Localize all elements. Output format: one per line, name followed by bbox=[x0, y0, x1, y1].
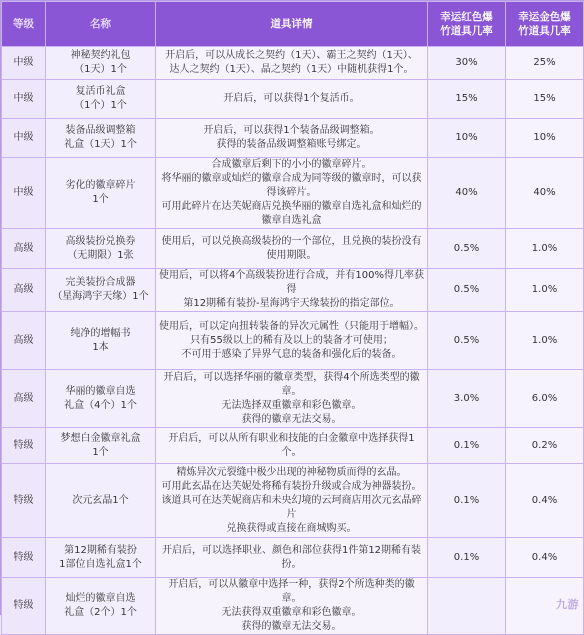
item-probability-table bbox=[1, 1, 584, 635]
table-row bbox=[2, 578, 584, 635]
item-name-cell: 装备品级调整箱 礼盒（1天）1个 bbox=[46, 119, 156, 158]
gold-rate-cell: 0.2% bbox=[506, 428, 584, 464]
grade-cell: 特级 bbox=[2, 578, 46, 635]
red-rate-cell bbox=[428, 578, 506, 635]
gold-rate-cell: 1.0% bbox=[506, 269, 584, 312]
red-rate-cell: 15% bbox=[428, 80, 506, 119]
grade-cell: 中级 bbox=[2, 80, 46, 119]
item-name-cell: 高级装扮兑换券 （无期限）1张 bbox=[46, 229, 156, 269]
table-row bbox=[2, 269, 584, 312]
header-gold-rate: 幸运金色爆 竹道具几率 bbox=[506, 2, 584, 47]
item-detail-cell: 使用后，可以兑换高级装扮的一个部位，且兑换的装扮没有使用期限。 bbox=[156, 229, 428, 269]
red-rate-cell: 0.1% bbox=[428, 538, 506, 578]
grade-cell: 高级 bbox=[2, 312, 46, 370]
table-row bbox=[2, 312, 584, 370]
red-rate-cell: 3.0% bbox=[428, 370, 506, 428]
red-rate-cell: 0.5% bbox=[428, 269, 506, 312]
item-detail-cell: 开启后，可以从徽章中选择一种，获得2个所选种类的徽章。 无法获得双重徽章和彩色徽章。 获得的徽章无法交易。 bbox=[156, 578, 428, 635]
item-detail-cell: 开启后，可以选择职业、颜色和部位获得1件第12期稀有装扮。 bbox=[156, 538, 428, 578]
grade-cell: 特级 bbox=[2, 428, 46, 464]
header-grade: 等级 bbox=[2, 2, 46, 47]
item-detail-cell: 开启后，可以从所有职业和技能的白金徽章中选择获得1个。 bbox=[156, 428, 428, 464]
table-row bbox=[2, 47, 584, 80]
item-name-cell: 第12期稀有装扮 1部位自选礼盒1个 bbox=[46, 538, 156, 578]
gold-rate-cell: 0.4% bbox=[506, 464, 584, 538]
table-row bbox=[2, 370, 584, 428]
table-row bbox=[2, 80, 584, 119]
item-name-cell: 劣化的徽章碎片 1个 bbox=[46, 158, 156, 229]
gold-rate-cell: 0.4% bbox=[506, 538, 584, 578]
table-row bbox=[2, 119, 584, 158]
item-detail-cell: 开启后，可以获得1个复活币。 bbox=[156, 80, 428, 119]
red-rate-cell: 0.1% bbox=[428, 428, 506, 464]
header-name: 名称 bbox=[46, 2, 156, 47]
item-name-cell: 完美装扮合成器 （星海鸿宇天缘）1个 bbox=[46, 269, 156, 312]
grade-cell: 中级 bbox=[2, 47, 46, 80]
grade-cell: 高级 bbox=[2, 269, 46, 312]
item-name-cell: 神秘契约礼包 （1天）1个 bbox=[46, 47, 156, 80]
grade-cell: 特级 bbox=[2, 464, 46, 538]
item-name-cell: 复活币礼盒 （1个）1个 bbox=[46, 80, 156, 119]
grade-cell: 中级 bbox=[2, 158, 46, 229]
red-rate-cell: 0.5% bbox=[428, 312, 506, 370]
item-name-cell: 华丽的徽章自选 礼盒（4个）1个 bbox=[46, 370, 156, 428]
red-rate-cell: 0.1% bbox=[428, 464, 506, 538]
table-row bbox=[2, 229, 584, 269]
header-row bbox=[2, 2, 584, 47]
gold-rate-cell: 10% bbox=[506, 119, 584, 158]
grade-cell: 高级 bbox=[2, 229, 46, 269]
red-rate-cell: 40% bbox=[428, 158, 506, 229]
gold-rate-cell: 40% bbox=[506, 158, 584, 229]
header-red-rate: 幸运红色爆 竹道具几率 bbox=[428, 2, 506, 47]
item-name-cell: 次元玄晶1个 bbox=[46, 464, 156, 538]
item-name-cell: 纯净的增幅书 1本 bbox=[46, 312, 156, 370]
gold-rate-cell: 6.0% bbox=[506, 370, 584, 428]
item-detail-cell: 精炼异次元裂缝中极少出现的神秘物质而得的玄晶。 可用此玄晶在达芙妮处将稀有装扮升级或合成为神器装扮。 该道具可在达芙妮商店和未央幻境的云珂商店用次元玄晶碎片 兑换获得或直接在商城购买。 bbox=[156, 464, 428, 538]
red-rate-cell: 0.5% bbox=[428, 229, 506, 269]
gold-rate-cell: 1.0% bbox=[506, 229, 584, 269]
item-detail-cell: 合成徽章后剩下的小小的徽章碎片。 将华丽的徽章或灿烂的徽章合成为同等级的徽章时，可以获得该碎片。 可用此碎片在达芙妮商店兑换华丽的徽章自选礼盒和灿烂的徽章自选礼盒 bbox=[156, 158, 428, 229]
red-rate-cell: 30% bbox=[428, 47, 506, 80]
gold-rate-cell: 25% bbox=[506, 47, 584, 80]
gold-rate-cell: 1.0% bbox=[506, 312, 584, 370]
item-name-cell: 梦想白金徽章礼盒 1个 bbox=[46, 428, 156, 464]
item-name-cell: 灿烂的徽章自选 礼盒（2个）1个 bbox=[46, 578, 156, 635]
table-row bbox=[2, 538, 584, 578]
item-detail-cell: 使用后，可以将4个高级装扮进行合成，并有100%得几率获得 第12期稀有装扮-星海鸿宇天缘装扮的指定部位。 bbox=[156, 269, 428, 312]
red-rate-cell: 10% bbox=[428, 119, 506, 158]
grade-cell: 中级 bbox=[2, 119, 46, 158]
gold-rate-cell: 15% bbox=[506, 80, 584, 119]
table-row bbox=[2, 464, 584, 538]
item-detail-cell: 开启后，可以选择华丽的徽章类型，获得4个所选类型的徽章。 无法选择双重徽章和彩色徽章。 获得的徽章无法交易。 bbox=[156, 370, 428, 428]
table-row bbox=[2, 158, 584, 229]
item-detail-cell: 使用后，可以定向扭转装备的异次元属性（只能用于增幅）。 只有55级以上的稀有及以上的装备才可使用； 不可用于感染了异界气息的装备和强化后的装备。 bbox=[156, 312, 428, 370]
header-detail: 道具详情 bbox=[156, 2, 428, 47]
grade-cell: 高级 bbox=[2, 370, 46, 428]
grade-cell: 特级 bbox=[2, 538, 46, 578]
item-detail-cell: 开启后，可以获得1个装备品级调整箱。 获得的装备品级调整箱账号绑定。 bbox=[156, 119, 428, 158]
watermark-logo: 九游 bbox=[556, 598, 579, 611]
table-row bbox=[2, 428, 584, 464]
item-detail-cell: 开启后，可以从成长之契约（1天）、霸王之契约（1天）、 达人之契约（1天）、晶之契约（1天）中随机获得1个。 bbox=[156, 47, 428, 80]
